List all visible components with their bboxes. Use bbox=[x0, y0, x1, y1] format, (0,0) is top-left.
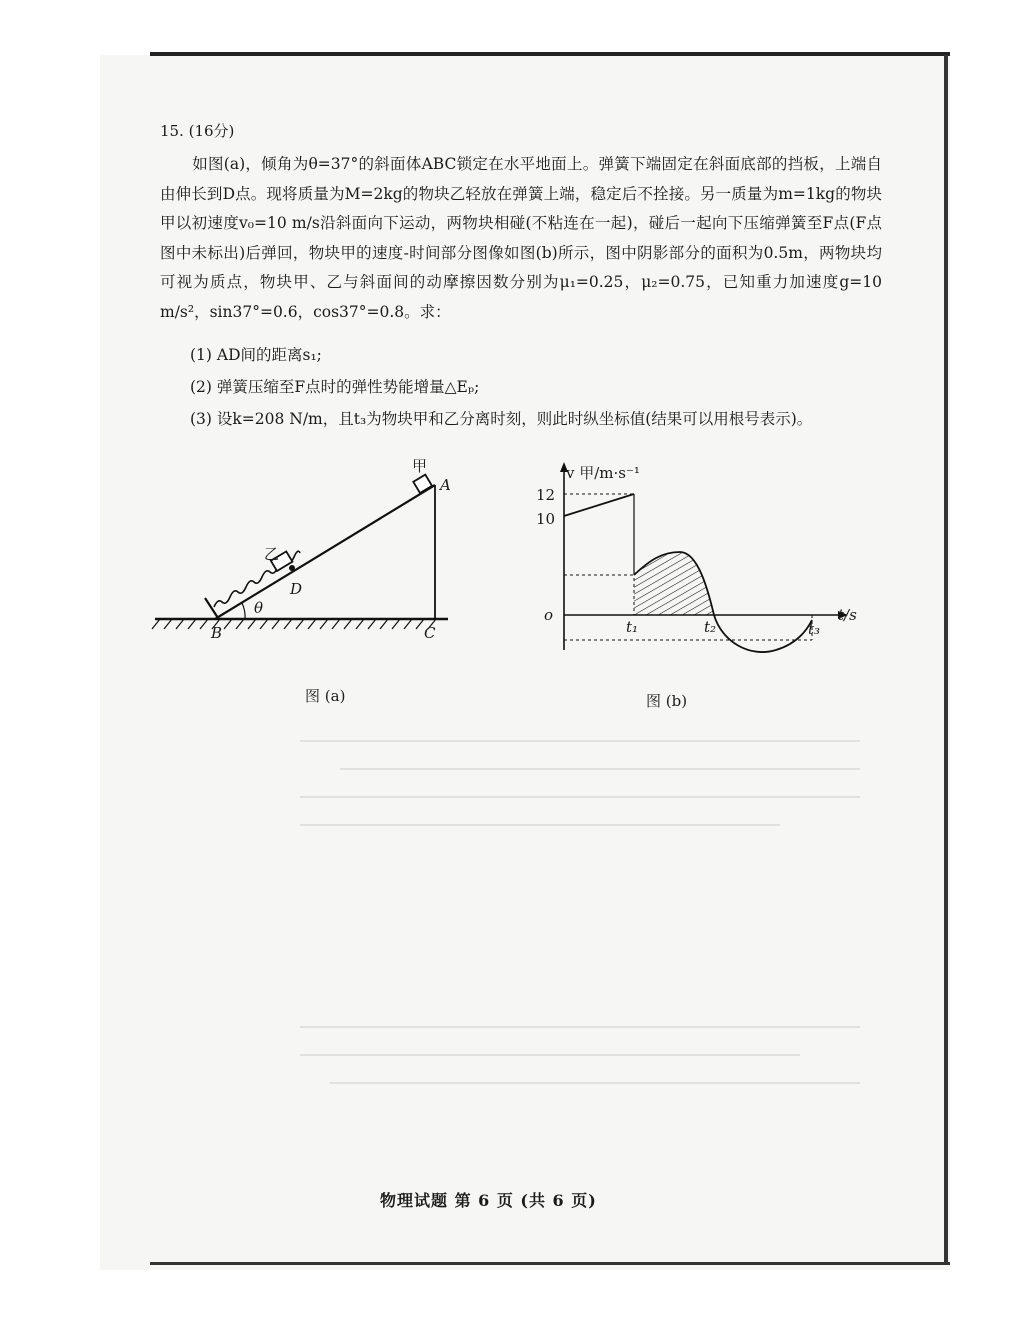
question-part-2: (2) 弹簧压缩至F点时的弹性势能增量△Eₚ; bbox=[190, 378, 480, 396]
label-yi: 乙 bbox=[264, 545, 280, 563]
label-b: B bbox=[211, 624, 223, 642]
figure-b-caption: 图 (b) bbox=[646, 692, 688, 710]
page-edge-top bbox=[150, 52, 950, 56]
figure-a-incline bbox=[150, 455, 450, 655]
question-part-3: (3) 设k=208 N/m，且t₃为物块甲和乙分离时刻，则此时纵坐标值(结果可以用根号表示)。 bbox=[190, 410, 813, 428]
origin-label: o bbox=[544, 606, 554, 624]
page-edge-bottom bbox=[150, 1262, 950, 1265]
question-part-1: (1) AD间的距离s₁; bbox=[190, 346, 322, 364]
bleed-through-lines bbox=[300, 720, 860, 1140]
label-d: D bbox=[290, 580, 303, 598]
question-number: 15. (16分) bbox=[160, 122, 235, 140]
page-footer: 物理试题 第 6 页 (共 6 页) bbox=[380, 1191, 597, 1210]
label-jia: 甲 bbox=[412, 457, 428, 475]
x-tick-t2: t₂ bbox=[704, 618, 717, 636]
question-text: 如图(a)，倾角为θ=37°的斜面体ABC锁定在水平地面上。弹簧下端固定在斜面底部的挡板，上端自由伸长到D点。现将质量为M=2kg的物块乙轻放在弹簧上端，稳定后不拴接。另一质量为m=1kg的物块甲以初速度v₀=10 m/s沿斜面向下运动，两物块相碰(不粘连在一起)，碰后一起向下压缩弹簧至F点(F点图中未标出)后弹回，物块甲的速度-时间部分图像如图(b)所示，图中阴影部分的面积为0.5m，两物块均可视为质点，物块甲、乙与斜面间的动摩擦因数分别为μ₁=0.25，μ₂=0.75，已知重力加速度g=10 m/s²，sin37°=0.6，cos37°=0.8。求： bbox=[160, 155, 882, 321]
figure-a-caption: 图 (a) bbox=[305, 687, 346, 705]
x-tick-t1: t₁ bbox=[626, 618, 639, 636]
question-body bbox=[160, 150, 882, 327]
label-c: C bbox=[424, 624, 436, 642]
label-theta: θ bbox=[254, 599, 264, 617]
label-a: A bbox=[440, 476, 451, 494]
y-tick-12: 12 bbox=[536, 486, 556, 504]
page-edge-right bbox=[944, 55, 948, 1265]
shaded-area bbox=[634, 552, 714, 615]
velocity-segment-1 bbox=[564, 494, 634, 516]
figure-b-vt-graph bbox=[530, 460, 850, 660]
x-axis-label: t/s bbox=[838, 606, 857, 624]
y-tick-10: 10 bbox=[536, 510, 556, 528]
x-tick-t3: t₃ bbox=[808, 620, 821, 638]
y-axis-label: v 甲/m·s⁻¹ bbox=[566, 464, 640, 482]
